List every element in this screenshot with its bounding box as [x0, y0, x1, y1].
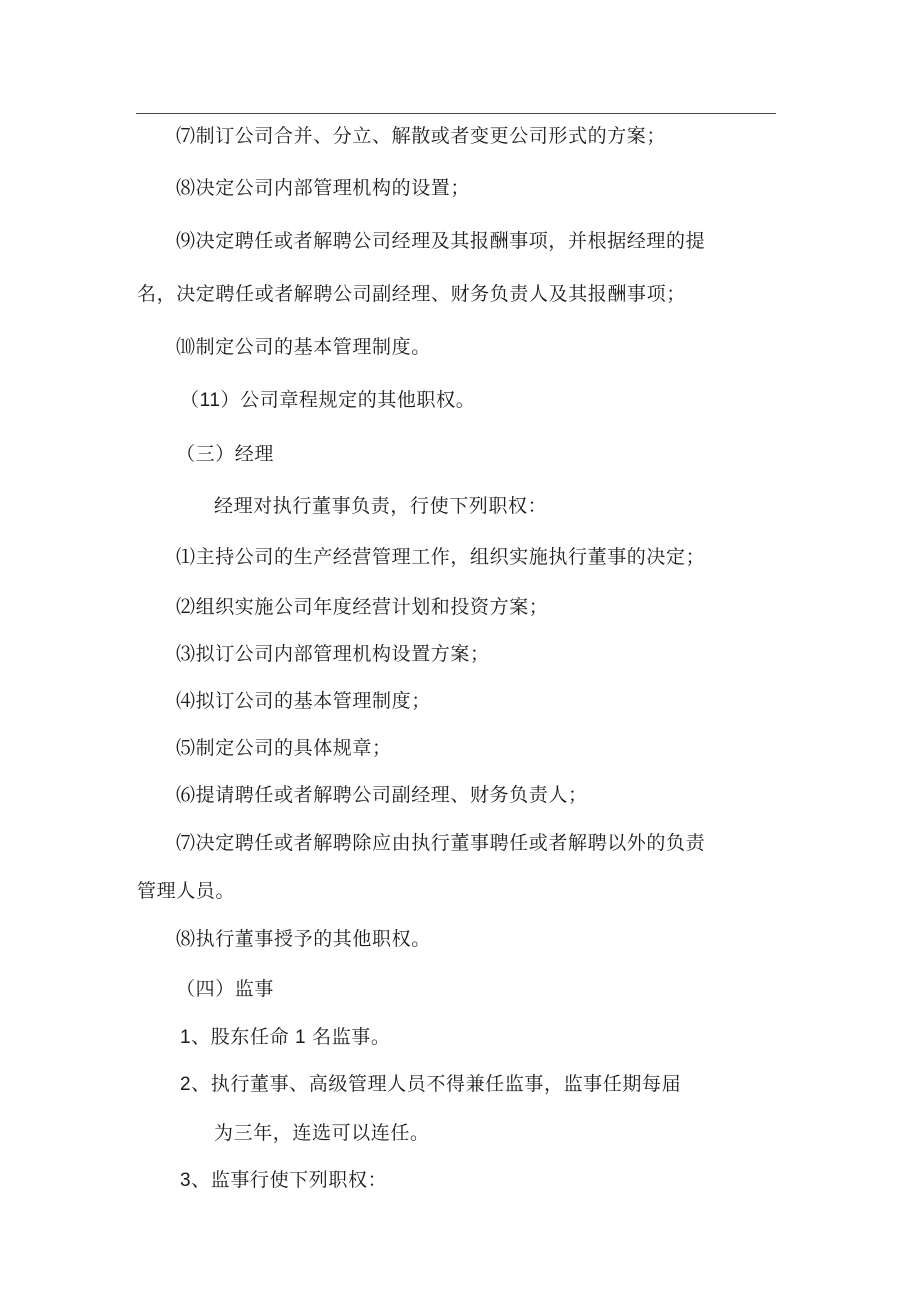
text-line-4: 名，决定聘任或者解聘公司副经理、财务负责人及其报酬事项； [137, 283, 686, 305]
text-line-14: ⑹提请聘任或者解聘公司副经理、财务负责人； [176, 784, 588, 806]
text-line-3: ⑼决定聘任或者解聘公司经理及其报酬事项，并根据经理的提 [176, 230, 706, 252]
text-line-6: （11）公司章程规定的其他职权。 [180, 390, 476, 411]
text-line-16: 管理人员。 [137, 880, 236, 902]
text-line-22: 3、监事行使下列职权： [180, 1170, 388, 1191]
text-line-10: ⑵组织实施公司年度经营计划和投资方案； [176, 596, 549, 618]
text-line-2: ⑻决定公司内部管理机构的设置； [176, 177, 471, 199]
text-line-5: ⑽制定公司的基本管理制度。 [176, 336, 431, 358]
text-line-13: ⑸制定公司的具体规章； [176, 737, 392, 759]
text-line-21: 为三年，连选可以连任。 [214, 1122, 430, 1144]
text-line-20: 2、执行董事、高级管理人员不得兼任监事，监事任期每届 [180, 1074, 682, 1095]
text-line-19: 1、股东任命 1 名监事。 [180, 1027, 391, 1048]
text-line-8: 经理对执行董事负责，行使下列职权： [214, 495, 548, 517]
text-line-1: ⑺制订公司合并、分立、解散或者变更公司形式的方案； [176, 125, 667, 147]
text-line-9: ⑴主持公司的生产经营管理工作，组织实施执行董事的决定； [176, 546, 706, 568]
section-heading-supervisor: （四）监事 [176, 978, 275, 1000]
text-line-17: ⑻执行董事授予的其他职权。 [176, 928, 431, 950]
header-rule [136, 113, 776, 114]
text-line-15: ⑺决定聘任或者解聘除应由执行董事聘任或者解聘以外的负责 [176, 832, 706, 854]
text-line-11: ⑶拟订公司内部管理机构设置方案； [176, 643, 490, 665]
text-line-12: ⑷拟订公司的基本管理制度； [176, 690, 431, 712]
section-heading-manager: （三）经理 [176, 443, 275, 465]
